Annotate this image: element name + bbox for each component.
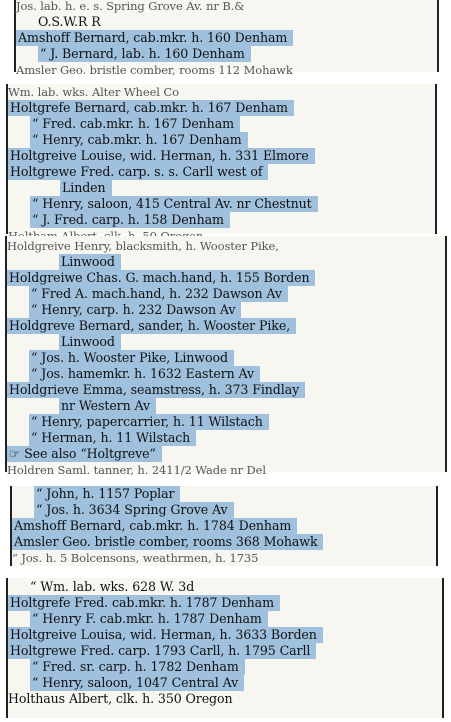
entry-text: Holtgrewe Fred. carp. 1793 Carll, h. 1795 Carll bbox=[8, 643, 316, 659]
directory-entry bbox=[8, 116, 435, 132]
entry-text: Amsler Geo. bristle comber, rooms 112 Mohawk bbox=[16, 63, 293, 77]
directory-entry bbox=[8, 84, 435, 100]
directory-entry bbox=[12, 502, 436, 518]
entry-text: Amshoff Bernard, cab.mkr. h. 1784 Denham bbox=[12, 518, 297, 534]
entry-text: “ Jos. h. 5 Bolcensons, weathrmen, h. 1735 bbox=[12, 551, 259, 565]
directory-entry bbox=[7, 318, 445, 334]
directory-entry bbox=[8, 643, 442, 659]
directory-entry bbox=[8, 196, 435, 212]
directory-entry bbox=[8, 691, 442, 707]
clipping-1 bbox=[14, 0, 439, 77]
entry-text: nr Western Av bbox=[59, 398, 156, 414]
directory-entry bbox=[7, 382, 445, 398]
directory-entry bbox=[12, 518, 436, 534]
clipping-2 bbox=[6, 84, 437, 234]
directory-entry bbox=[8, 659, 442, 675]
directory-entry bbox=[7, 302, 445, 318]
directory-entry bbox=[8, 611, 442, 627]
directory-entry bbox=[7, 350, 445, 366]
entry-text: “ Herman, h. 11 Wilstach bbox=[29, 430, 196, 446]
entry-text: “ John, h. 1157 Poplar bbox=[34, 486, 180, 502]
entry-text: Amshoff Bernard, cab.mkr. h. 160 Denham bbox=[16, 30, 293, 46]
directory-entry bbox=[7, 398, 445, 414]
entry-text: “ Fred A. mach.hand, h. 232 Dawson Av bbox=[29, 286, 288, 302]
directory-entry bbox=[8, 148, 435, 164]
directory-entry bbox=[12, 486, 436, 502]
directory-entry bbox=[8, 100, 435, 116]
entry-text: “ Jos. h. Wooster Pike, Linwood bbox=[29, 350, 234, 366]
directory-entry bbox=[8, 579, 442, 595]
entry-text: Holdgreve Bernard, sander, h. Wooster Pike, bbox=[7, 318, 296, 334]
entry-text: Holtgreive Louisa, wid. Herman, h. 3633 Borden bbox=[8, 627, 323, 643]
directory-entry bbox=[12, 534, 436, 550]
entry-text: Holdgreive Henry, blacksmith, h. Wooster Pike, bbox=[7, 239, 279, 253]
entry-text: “ Jos. h. 3634 Spring Grove Av bbox=[34, 502, 234, 518]
directory-entry bbox=[8, 627, 442, 643]
directory-entry bbox=[8, 132, 435, 148]
directory-entry bbox=[8, 164, 435, 180]
directory-entry bbox=[8, 180, 435, 196]
entry-text: Holdren Saml. tanner, h. 2411/2 Wade nr Del bbox=[7, 463, 266, 477]
entry-text: “ Henry F. cab.mkr. h. 1787 Denham bbox=[30, 611, 268, 627]
entry-text: “ Henry, papercarrier, h. 11 Wilstach bbox=[29, 414, 269, 430]
entry-text: Linwood bbox=[59, 254, 121, 270]
entry-text: Holtgrefe Fred. cab.mkr. h. 1787 Denham bbox=[8, 595, 280, 611]
directory-entry bbox=[8, 595, 442, 611]
directory-entry bbox=[7, 254, 445, 270]
directory-entry bbox=[7, 366, 445, 382]
entry-text: Holtgrewe Fred. carp. s. s. Carll west of bbox=[8, 164, 268, 180]
directory-entry bbox=[16, 62, 437, 78]
entry-text: Holtgrefe Bernard, cab.mkr. h. 167 Denham bbox=[8, 100, 294, 116]
directory-entry bbox=[12, 550, 436, 566]
directory-entry bbox=[7, 270, 445, 286]
entry-text: “ Henry, carp. h. 232 Dawson Av bbox=[29, 302, 241, 318]
entry-text: “ J. Fred. carp. h. 158 Denham bbox=[30, 212, 230, 228]
entry-text: Linwood bbox=[59, 334, 121, 350]
entry-text: “ Henry, cab.mkr. h. 167 Denham bbox=[30, 132, 248, 148]
entry-text: Linden bbox=[60, 180, 112, 196]
directory-entry bbox=[7, 286, 445, 302]
entry-text: “ Fred. sr. carp. h. 1782 Denham bbox=[30, 659, 245, 675]
directory-entry bbox=[7, 462, 445, 478]
directory-entry bbox=[8, 675, 442, 691]
clipping-5 bbox=[6, 578, 444, 718]
entry-text: Amsler Geo. bristle comber, rooms 368 Mohawk bbox=[12, 534, 323, 550]
entry-text: “ Henry, saloon, 415 Central Av. nr Chestnut bbox=[30, 196, 318, 212]
directory-entry bbox=[7, 430, 445, 446]
entry-text: Holdgrieve Emma, seamstress, h. 373 Findlay bbox=[7, 382, 305, 398]
clipping-4 bbox=[10, 486, 438, 566]
entry-text: “ Jos. hamemkr. h. 1632 Eastern Av bbox=[29, 366, 260, 382]
directory-entry bbox=[8, 212, 435, 228]
entry-text: Jos. lab. h. e. s. Spring Grove Av. nr B.& bbox=[16, 0, 245, 13]
directory-entry bbox=[16, 30, 437, 46]
directory-entry bbox=[7, 446, 445, 462]
entry-text: ☞ See also “Holtgreve” bbox=[7, 446, 162, 462]
entry-text: “ Wm. lab. wks. 628 W. 3d bbox=[30, 579, 195, 594]
entry-text: Holtgreive Louise, wid. Herman, h. 331 Elmore bbox=[8, 148, 315, 164]
entry-text: Holthaus Albert, clk. h. 350 Oregon bbox=[8, 691, 233, 706]
entry-text: “ J. Bernard, lab. h. 160 Denham bbox=[38, 46, 251, 62]
entry-text: O.S.W.R R bbox=[38, 14, 101, 29]
entry-text: Holdgreiwe Chas. G. mach.hand, h. 155 Borden bbox=[7, 270, 315, 286]
directory-entry bbox=[16, 0, 437, 14]
entry-text: Wm. lab. wks. Alter Wheel Co bbox=[8, 85, 179, 99]
clipping-3 bbox=[5, 236, 447, 477]
directory-entry bbox=[16, 14, 437, 30]
directory-entry bbox=[7, 414, 445, 430]
directory-entry bbox=[7, 334, 445, 350]
directory-entry bbox=[7, 238, 445, 254]
entry-text: “ Fred. cab.mkr. h. 167 Denham bbox=[30, 116, 240, 132]
directory-entry bbox=[16, 46, 437, 62]
entry-text: “ Henry, saloon, 1047 Central Av bbox=[30, 675, 244, 691]
